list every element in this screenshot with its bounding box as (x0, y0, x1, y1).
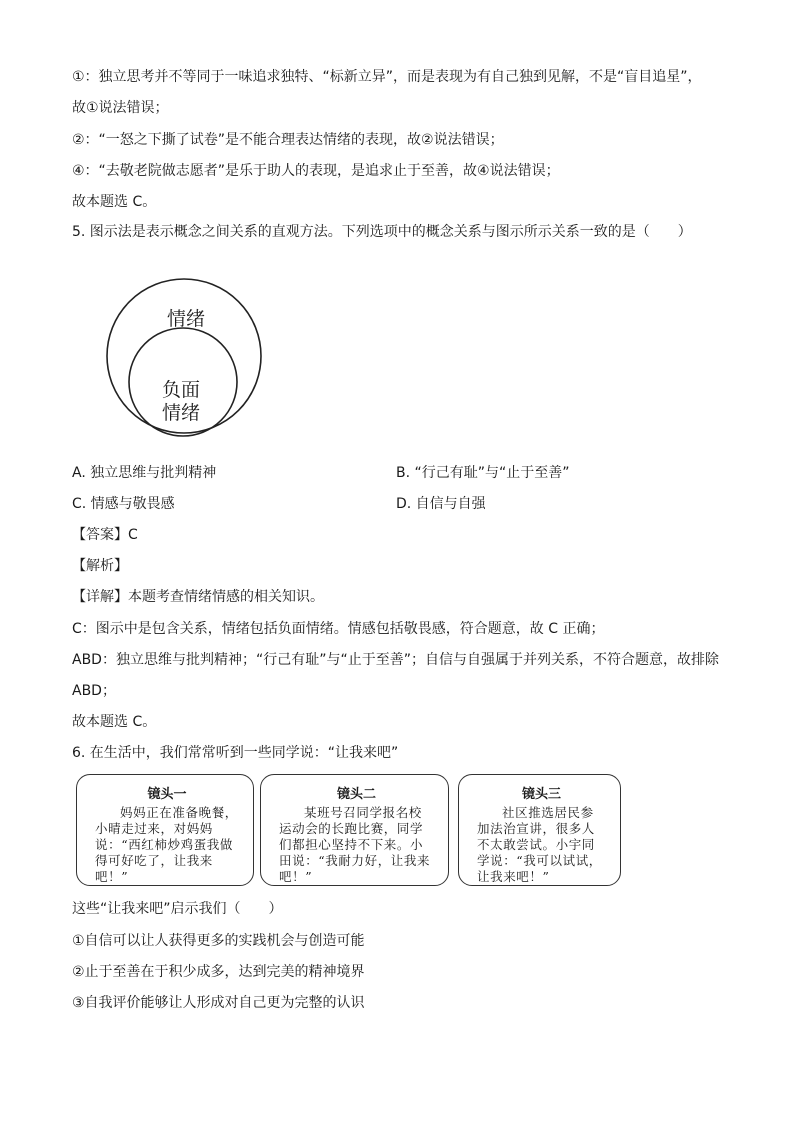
outer-circle-label: 情绪 (166, 308, 206, 330)
inner-circle-label-line1: 负面 (161, 379, 201, 401)
option-c: C. 情感与敬畏感 (72, 496, 175, 512)
statement-item: ③自我评价能够让人形成对自己更为完整的认识 (72, 995, 365, 1011)
question-6-stem: 6. 在生活中，我们常常听到一些同学说：“让我来吧” (72, 745, 399, 761)
answer: 【答案】C (72, 527, 138, 543)
scene-text: 妈妈正在准备晚餐，小晴走过来，对妈妈说：“西红柿炒鸡蛋我做得可好吃了，让我来吧！” (95, 805, 238, 884)
explanation-line: C：图示中是包含关系，情绪包括负面情绪。情感包括敬畏感，符合题意，故 C 正确； (72, 621, 605, 637)
option-a: A. 独立思维与批判精神 (72, 465, 217, 481)
question-6-prompt: 这些“让我来吧”启示我们（ ） (72, 901, 283, 917)
explanation-line: ①：独立思考并不等同于一味追求独特、“标新立异”，而是表现为有自己独到见解，不是“盲目追星”， (72, 69, 702, 85)
detail-line: 【详解】本题考查情绪情感的相关知识。 (72, 589, 324, 605)
explanation-line: ②：“一怒之下撕了试卷”是不能合理表达情绪的表现，故②说法错误； (72, 132, 504, 148)
scene-title: 镜头三 (521, 787, 561, 802)
statement-item: ①自信可以让人获得更多的实践机会与创造可能 (72, 933, 365, 949)
explanation-line: ABD：独立思维与批判精神；“行己有耻”与“止于至善”；自信与自强属于并列关系，不符合题意，故排除 (72, 652, 719, 668)
scene-panel-1 (76, 774, 254, 886)
explanation-conclusion: 故本题选 C。 (72, 714, 157, 730)
option-d: D. 自信与自强 (396, 496, 486, 512)
option-b: B. “行己有耻”与“止于至善” (396, 465, 570, 481)
scene-panel-2 (260, 774, 449, 886)
explanation-line: ABD； (72, 683, 116, 699)
inner-circle-label-line2: 情绪 (161, 402, 201, 424)
scene-text: 社区推选居民参加法治宣讲，很多人不太敢尝试。小宇同学说：“我可以试试，让我来吧！” (477, 805, 602, 884)
explanation-line: ④：“去敬老院做志愿者”是乐于助人的表现，是追求止于至善，故④说法错误； (72, 163, 560, 179)
scene-panel-3 (458, 774, 621, 886)
explanation-conclusion: 故本题选 C。 (72, 194, 157, 210)
venn-diagram (104, 278, 268, 438)
scene-title: 镜头二 (336, 787, 376, 802)
scene-text: 某班号召同学报名校运动会的长跑比赛，同学们都担心坚持不下来。小田说：“我耐力好，让我来吧！” (279, 805, 431, 884)
explanation-line: 故①说法错误； (72, 100, 169, 116)
scene-title: 镜头一 (147, 787, 187, 802)
statement-item: ②止于至善在于积少成多，达到完美的精神境界 (72, 964, 365, 980)
analysis-tag: 【解析】 (72, 558, 128, 574)
question-5-stem: 5. 图示法是表示概念之间关系的直观方法。下列选项中的概念关系与图示所示关系一致的是（ ） (72, 224, 692, 240)
